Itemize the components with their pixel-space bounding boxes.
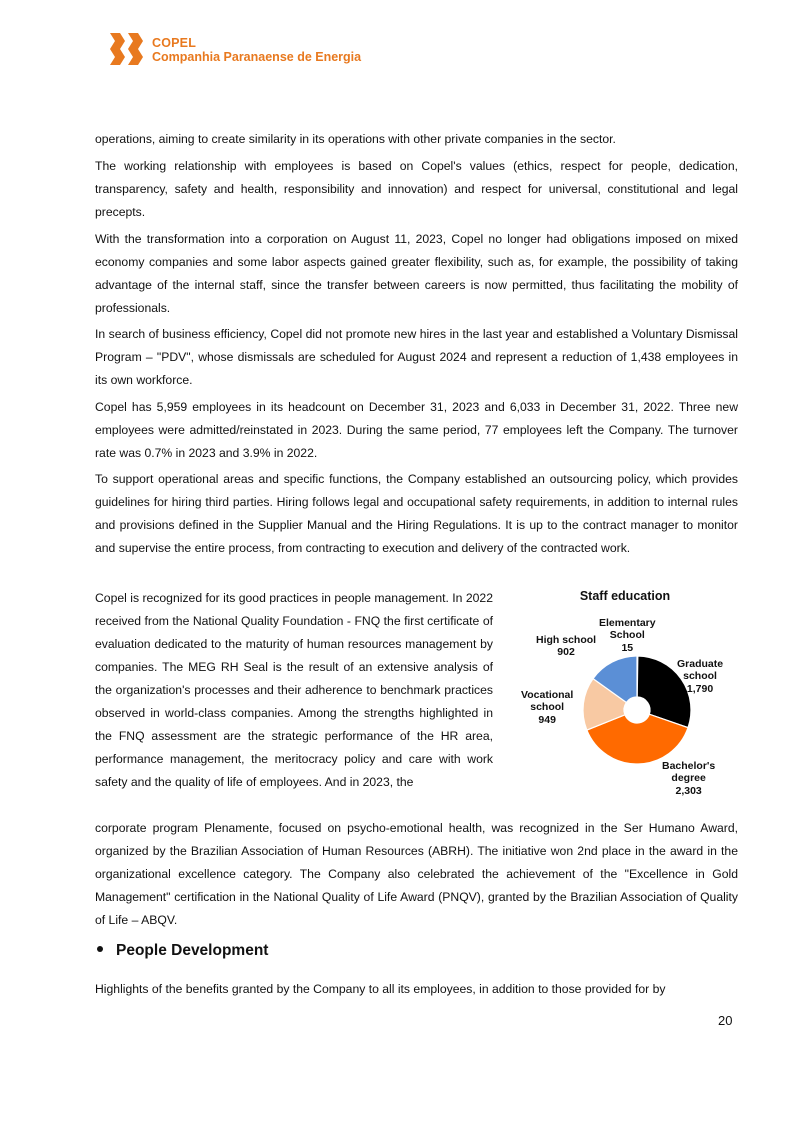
paragraph-pdv: In search of business efficiency, Copel did not promote new hires in the last year and established a Voluntary Dismissal Program – "PDV", whose dismissals are scheduled for August 2024 and represent a reduction of 1,438 employees in its own workforce.: [95, 327, 738, 387]
chart-title: Staff education: [579, 589, 671, 603]
company-full-name: Companhia Paranaense de Energia: [152, 50, 362, 64]
label-graduate-school: Graduate school 1,790: [677, 658, 724, 695]
bullet-icon: [97, 946, 103, 952]
paragraph-operations: operations, aiming to create similarity in its operations with other private companies in the sector.: [95, 132, 616, 146]
label-elementary-school: Elementary School 15: [599, 617, 656, 654]
paragraph-outsourcing: To support operational areas and specific functions, the Company established an outsourcing policy, which provides guidelines for hiring third parties. Hiring follows legal and occupational safety requirements, in addition to internal rules and provisions defined in the Supplier Manual and the Hiring Regulations. It is up to the contract manager to monitor and supervise the entire process, from contracting to execution and delivery of the contracted work.: [95, 472, 738, 555]
paragraph-corporation: With the transformation into a corporation on August 11, 2023, Copel no longer had obligations imposed on mixed economy companies and some labor aspects gained greater flexibility, such as, for example, the possibility of taking advantage of the internal staff, since the transfer between careers is now permitted, thus facilitating the mobility of professionals.: [95, 232, 738, 315]
copel-logo: [108, 31, 368, 69]
label-vocational-school: Vocational school 949: [521, 689, 574, 726]
paragraph-headcount: Copel has 5,959 employees in its headcount on December 31, 2023 and 6,033 in December 31, 2022. Three new employees were admitted/reinstated in 2023. During the same period, 77 employees left the Company. The turnover rate was 0.7% in 2023 and 3.9% in 2022.: [95, 400, 738, 460]
paragraph-people-development: Highlights of the benefits granted by the Company to all its employees, in addition to those provided for by: [95, 982, 666, 996]
paragraph-values: The working relationship with employees is based on Copel's values (ethics, respect for people, dedication, transparency, safety and health, responsibility and innovation) and respect for universal, constitutional and legal precepts.: [95, 159, 738, 219]
paragraph-recognition: Copel is recognized for its good practices in people management. In 2022 received from the National Quality Foundation - FNQ the first certificate of evaluation dedicated to the maturity of human resources management by companies. The MEG RH Seal is the result of an extensive analysis of the organization's processes and their adherence to benchmark practices observed in world-class companies. Among the strengths highlighted in the FNQ assessment are the strategic performance of the HR area, performance management, the meritocracy policy and care with work safety and the quality of life of employees. And in 2023, the: [95, 591, 493, 789]
label-bachelors-degree: Bachelor's degree 2,303: [662, 760, 716, 797]
page-number: 20: [718, 1013, 733, 1028]
section-heading: [95, 942, 268, 960]
section-heading-text: People Development: [116, 942, 269, 959]
company-short-name: COPEL: [152, 36, 197, 50]
label-high-school: High school 902: [536, 634, 597, 659]
copel-logo-icon: [108, 31, 146, 67]
staff-education-chart: [505, 584, 745, 804]
paragraph-recognition-continued: corporate program Plenamente, focused on psycho-emotional health, was recognized in the Ser Humano Award, organized by the Brazilian Association of Human Resources (ABRH). The initiative won 2nd place in the award in the organizational excellence category. The Company also celebrated the achievement of the "Excellence in Gold Management" certification in the National Quality of Life Award (PNQV), granted by the Brazilian Association of Quality of Life – ABQV.: [95, 821, 738, 927]
